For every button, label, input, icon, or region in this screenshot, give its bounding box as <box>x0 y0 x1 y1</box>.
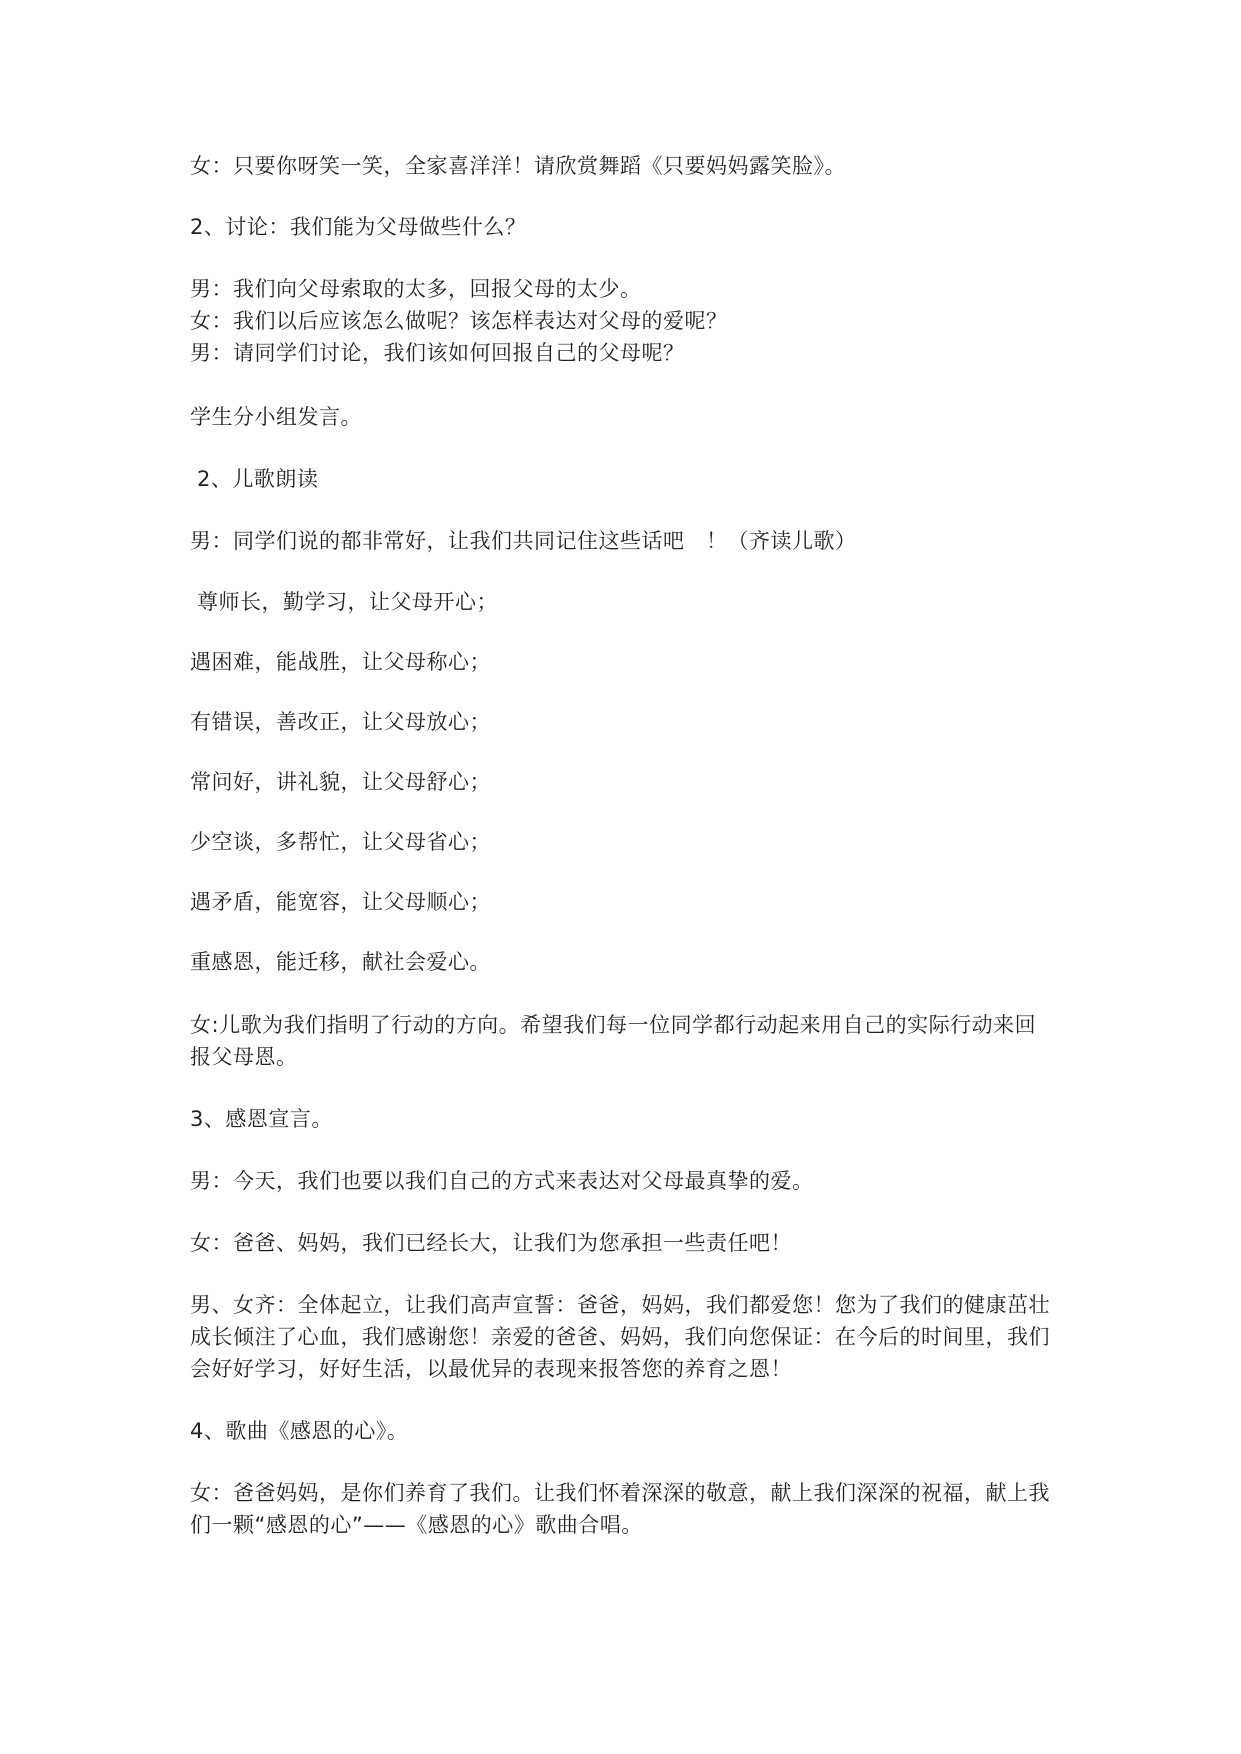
rhyme-line: 有错误，善改正，让父母放心； <box>190 710 491 734</box>
rhyme-line: 遇困难，能战胜，让父母称心； <box>190 650 491 674</box>
section-heading: 3、感恩宣言。 <box>190 1107 333 1131</box>
text-line: 男：请同学们讨论，我们该如何回报自己的父母呢？ <box>190 341 685 365</box>
text-line: 男：今天，我们也要以我们自己的方式来表达对父母最真挚的爱。 <box>190 1169 814 1193</box>
rhyme-line: 遇矛盾，能宽容，让父母顺心； <box>190 890 491 914</box>
text-line: 女：只要你呀笑一笑，全家喜洋洋！请欣赏舞蹈《只要妈妈露笑脸》。 <box>190 154 846 178</box>
text-line: 女:儿歌为我们指明了行动的方向。希望我们每一位同学都行动起来用自己的实际行动来回 <box>190 1013 1037 1037</box>
section-heading: 4、歌曲《感恩的心》。 <box>190 1419 409 1443</box>
rhyme-line: 少空谈，多帮忙，让父母省心； <box>190 830 491 854</box>
text-line: 女：爸爸妈妈，是你们养育了我们。让我们怀着深深的敬意，献上我们深深的祝福，献上我 <box>190 1481 1050 1505</box>
text-line: 们一颗“感恩的心”——《感恩的心》歌曲合唱。 <box>190 1513 643 1537</box>
text-line: 女：爸爸、妈妈，我们已经长大，让我们为您承担一些责任吧！ <box>190 1231 792 1255</box>
text-line: 会好好学习，好好生活，以最优异的表现来报答您的养育之恩！ <box>190 1357 792 1381</box>
text-line: 女：我们以后应该怎么做呢？该怎样表达对父母的爱呢？ <box>190 309 728 333</box>
section-heading: 2、讨论：我们能为父母做些什么？ <box>190 215 527 239</box>
text-line: 男：同学们说的都非常好，让我们共同记住这些话吧 ！（齐读儿歌） <box>190 529 857 553</box>
rhyme-line: 尊师长，勤学习，让父母开心； <box>197 590 498 614</box>
section-heading: 2、儿歌朗读 <box>197 467 319 491</box>
rhyme-line: 常问好，讲礼貌，让父母舒心； <box>190 770 491 794</box>
text-line: 男：我们向父母索取的太多，回报父母的太少。 <box>190 277 642 301</box>
text-line: 成长倾注了心血，我们感谢您！亲爱的爸爸、妈妈，我们向您保证：在今后的时间里，我们 <box>190 1325 1050 1349</box>
text-line: 学生分小组发言。 <box>190 405 362 429</box>
rhyme-line: 重感恩，能迁移，献社会爱心。 <box>190 950 491 974</box>
text-line: 男、女齐：全体起立，让我们高声宣誓：爸爸，妈妈，我们都爱您！您为了我们的健康茁壮 <box>190 1293 1050 1317</box>
text-line: 报父母恩。 <box>190 1045 298 1069</box>
